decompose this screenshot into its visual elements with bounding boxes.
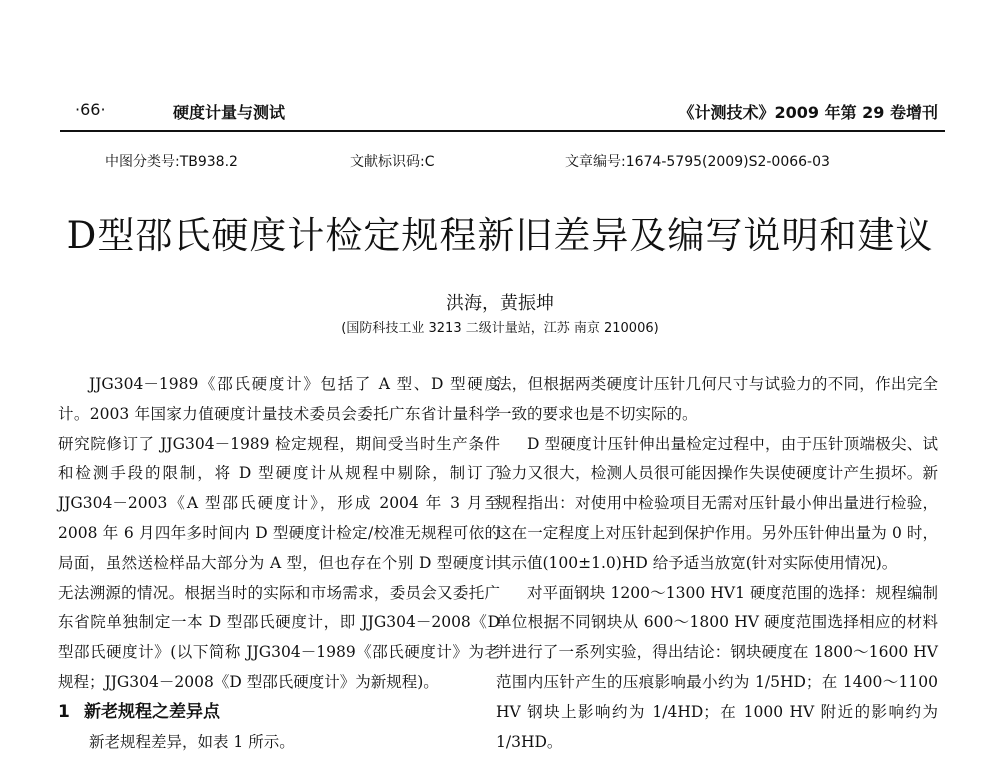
paragraph: D 型硬度计压针伸出量检定过程中，由于压针顶端极尖、试验力又很大，检测人员很可能因操作失误使硬度计产生损坏。新规程指出：对使用中检验项目无需对压针最小伸出量进行检验，这在一定程度上对压针起到保护作用。另外压针伸出量为 0 时，其示值(100±1.0)HD 给予适当放宽(针对实际使用情况)。 — [496, 434, 938, 572]
journal-info: 《计测技术》2009 年第 29 卷增刊 — [678, 103, 938, 122]
classification-number: 中图分类号:TB938.2 — [105, 154, 238, 170]
running-section: 硬度计量与测试 — [173, 103, 286, 122]
authors: 洪海，黄振坤 — [446, 293, 554, 314]
right-column — [496, 370, 938, 757]
section-heading — [58, 698, 500, 728]
article-number: 文章编号:1674-5795(2009)S2-0066-03 — [565, 154, 830, 170]
paragraph: 法，但根据两类硬度计压针几何尺寸与试验力的不同，作出完全一致的要求也是不切实际的。 — [496, 375, 938, 423]
section-number: 1 — [58, 701, 70, 722]
left-column — [58, 370, 500, 757]
document-code: 文献标识码:C — [350, 154, 435, 170]
paragraph: JJG304－1989《邵氏硬度计》包括了 A 型、D 型硬度计。2003 年国家力值硬度计量技术委员会委托广东省计量科学研究院修订了 JJG304－1989 检定规程，期间受当时生产条件和检测手段的限制，将 D 型硬度计从规程中剔除，制订了 JJG304－2003《A 型邵氏硬度计》，形成 2004 年 3 月至 2008 年 6 月四年多时间内 D 型硬度计检定/校准无规程可依的局面，虽然送检样品大部分为 A 型，但也存在个别 D 型硬度计无法溯源的情况。根据当时的实际和市场需求，委员会又委托广东省院单独制定一本 D 型邵氏硬度计，即 JJG304－2008《D 型邵氏硬度计》(以下简称 JJG304－1989《邵氏硬度计》为老规程；JJG304－2008《D 型邵氏硬度计》为新规程)。 — [58, 375, 500, 691]
paragraph: 新老规程差异，如表 1 所示。 — [89, 732, 295, 751]
section-title: 新老规程之差异点 — [84, 701, 220, 722]
paragraph: 对平面钢块 1200～1300 HV1 硬度范围的选择：规程编制单位根据不同钢块从 600～1800 HV 硬度范围选择相应的材料并进行了一系列实验，得出结论：钢块硬度在 1800～1600 HV 范围内压针产生的压痕影响最小约为 1/5HD；在 1400～1100 HV 钢块上影响约为 1/4HD；在 1000 HV 附近的影响约为 1/3HD。 — [496, 583, 938, 751]
paper-title: D型邵氏硬度计检定规程新旧差异及编写说明和建议 — [66, 214, 934, 257]
page-number: ·66· — [75, 100, 106, 119]
header-rule — [60, 130, 945, 132]
affiliation: (国防科技工业 3213 二级计量站，江苏 南京 210006) — [341, 321, 659, 336]
